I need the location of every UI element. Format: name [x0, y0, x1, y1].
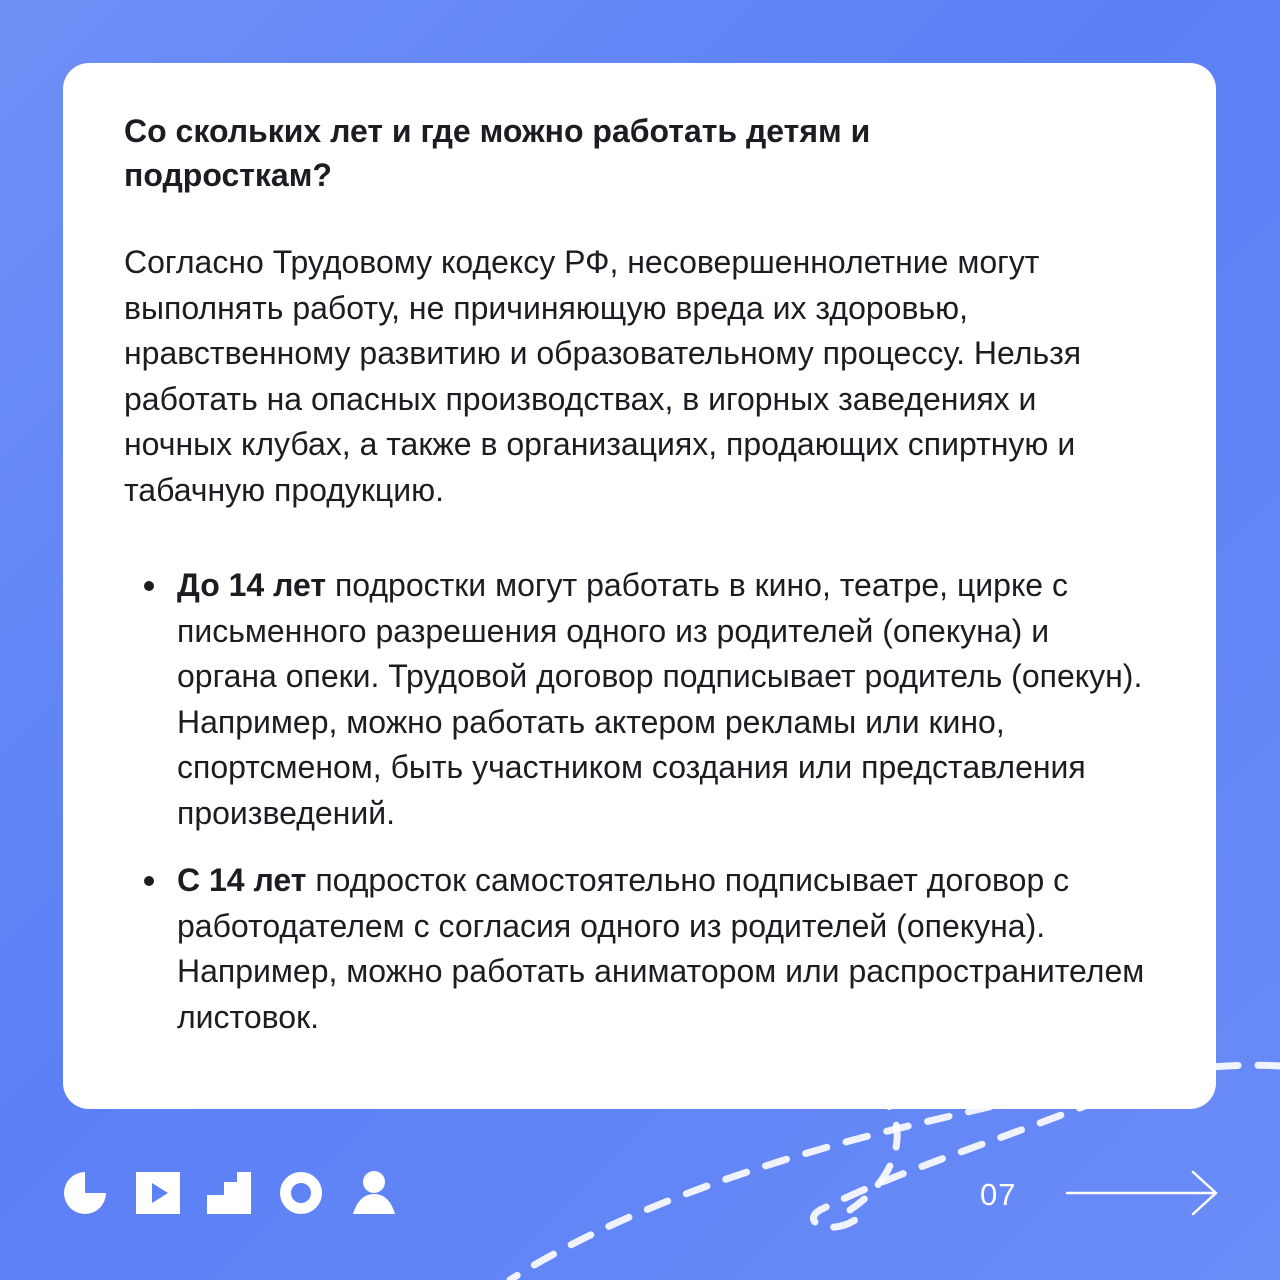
age-lead: До 14 лет — [177, 567, 327, 603]
person-icon — [351, 1170, 397, 1216]
page-number: 07 — [980, 1177, 1017, 1212]
rule-text: подростки могут работать в кино, театре, цирке с письменного разрешения одного из родителей (опекуна) и органа опеки. Трудовой договор подписывает родитель (опекун). Например, можно работать актером рекламы или кино, спортсменом, быть участником создания или представления произведений. — [177, 567, 1143, 831]
card-title: Со скольких лет и где можно работать детям и подросткам? — [124, 113, 871, 193]
ring-icon — [278, 1170, 324, 1216]
list-item — [124, 858, 1156, 1040]
intro-paragraph: Согласно Трудовому кодексу РФ, несовершеннолетние могут выполнять работу, не причиняющую вреда их здоровью, нравственному развитию и образовательному процессу. Нельзя работать на опасных производствах, в игорных заведениях и ночных клубах, а также в организациях, продающих спиртную и табачную продукцию. — [124, 244, 1082, 508]
arrow-right-icon[interactable] — [1065, 1170, 1219, 1216]
bullet-icon — [144, 876, 154, 886]
stairs-icon — [207, 1170, 251, 1216]
list-item — [124, 563, 1156, 836]
age-rules-list — [124, 563, 1156, 1040]
content-card — [63, 63, 1216, 1109]
age-lead: С 14 лет — [177, 862, 307, 898]
rule-text: подросток самостоятельно подписывает договор с работодателем с согласия одного из родителей (опекуна). Например, можно работать аниматором или распространителем листовок. — [177, 862, 1145, 1035]
pie-icon — [63, 1170, 107, 1216]
play-icon — [136, 1170, 180, 1216]
bullet-icon — [144, 581, 154, 591]
